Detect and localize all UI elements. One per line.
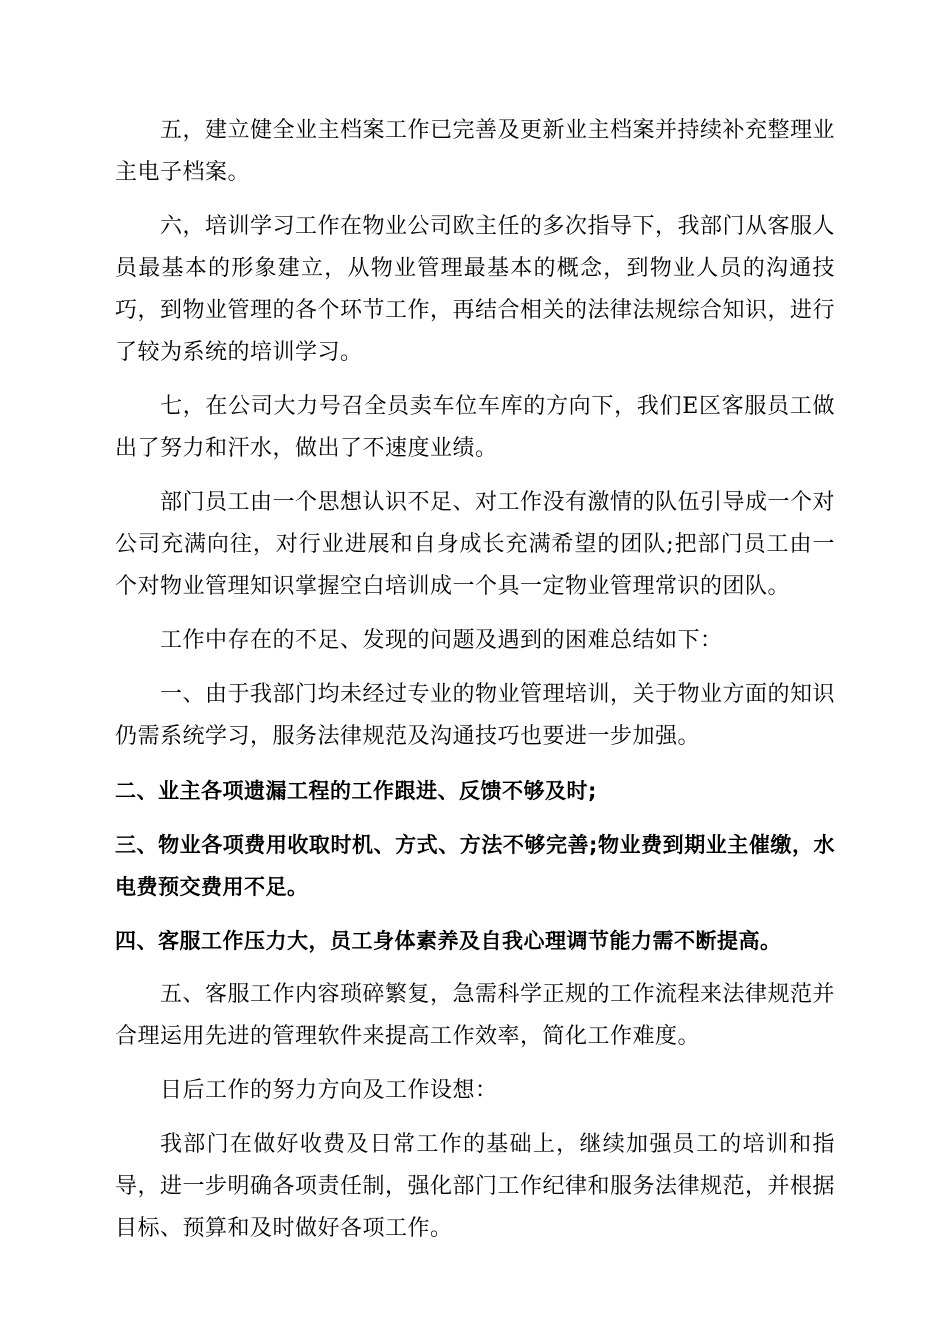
document-page bbox=[115, 110, 835, 1262]
paragraph-problem-3: 三、物业各项费用收取时机、方式、方法不够完善;物业费到期业主催缴，水电费预交费用不足。 bbox=[115, 833, 835, 899]
paragraph-problem-1: 一、由于我部门均未经过专业的物业管理培训，关于物业方面的知识仍需系统学习，服务法律规范及沟通技巧也要进一步加强。 bbox=[115, 682, 836, 749]
paragraph-problem-5: 五、客服工作内容琐碎繁复，急需科学正规的工作流程来法律规范并合理运用先进的管理软件来提高工作效率，简化工作难度。 bbox=[115, 982, 836, 1049]
paragraph-problems-heading: 工作中存在的不足、发现的问题及遇到的困难总结如下： bbox=[160, 628, 723, 653]
paragraph-future-heading: 日后工作的努力方向及工作设想： bbox=[160, 1078, 498, 1103]
paragraph-problem-2: 二、业主各项遗漏工程的工作跟进、反馈不够及时; bbox=[115, 779, 597, 803]
paragraph-future-plan: 我部门在做好收费及日常工作的基础上，继续加强员工的培训和指导，进一步明确各项责任制，强化部门工作纪律和服务法律规范，并根据目标、预算和及时做好各项工作。 bbox=[115, 1132, 836, 1241]
paragraph-archives: 五，建立健全业主档案工作已完善及更新业主档案并持续补充整理业主电子档案。 bbox=[115, 118, 836, 185]
paragraph-team-growth: 部门员工由一个思想认识不足、对工作没有激情的队伍引导成一个对公司充满向往，对行业进展和自身成长充满希望的团队;把部门员工由一个对物业管理知识掌握空白培训成一个具一定物业管理常识的团队。 bbox=[115, 490, 836, 599]
paragraph-training: 六，培训学习工作在物业公司欧主任的多次指导下，我部门从客服人员最基本的形象建立，从物业管理最基本的概念，到物业人员的沟通技巧，到物业管理的各个环节工作，再结合相关的法律法规综合知识，进行了较为系统的培训学习。 bbox=[115, 214, 836, 365]
paragraph-problem-4: 四、客服工作压力大，员工身体素养及自我心理调节能力需不断提高。 bbox=[115, 929, 782, 953]
paragraph-parking-sales: 七，在公司大力号召全员卖车位车库的方向下，我们E区客服员工做出了努力和汗水，做出了不速度业绩。 bbox=[115, 394, 835, 461]
